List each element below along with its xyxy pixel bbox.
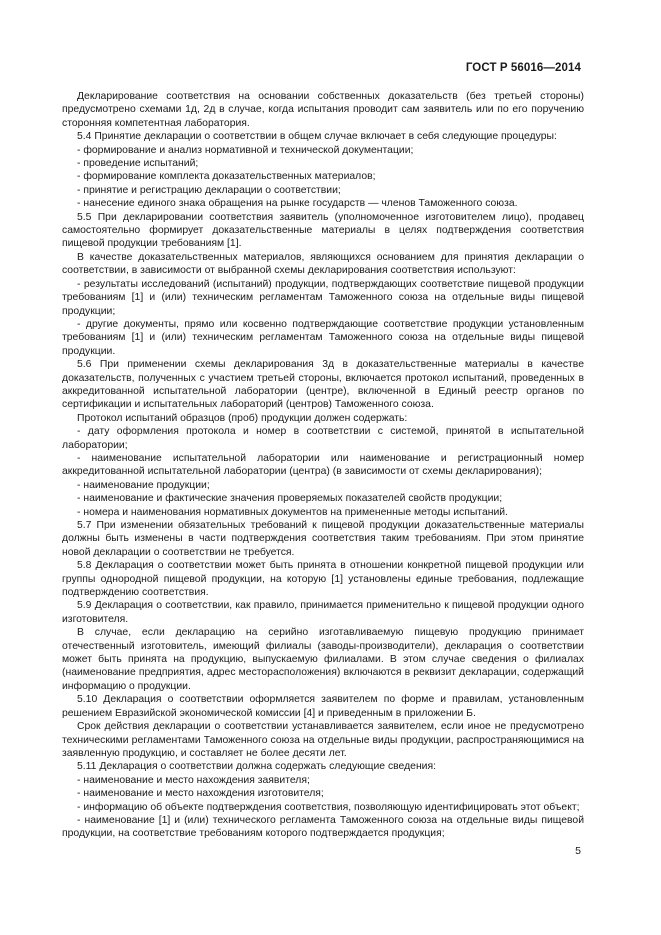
list-item: - принятие и регистрацию декларации о соответствии; <box>77 184 341 196</box>
paragraph: 5.7 При изменении обязательных требований к пищевой продукции доказательственные материалы должны быть изменены в части подтверждения соответствия таким требованиям. При этом принятие новой декларации о соответствии не требуется. <box>62 520 584 558</box>
paragraph: 5.5 При декларировании соответствия заявитель (уполномоченное изготовителем лицо), продавец самостоятельно формирует доказательственные материалы в целях подтверждения соответствия пищевой продукции требованиям [1]. <box>62 211 584 250</box>
list-item: - формирование и анализ нормативной и технической документации; <box>77 144 414 156</box>
document-code-header: ГОСТ Р 56016—2014 <box>465 62 581 74</box>
list-item: - проведение испытаний; <box>77 158 199 170</box>
document-body <box>62 90 584 841</box>
list-item: - наименование продукции; <box>77 479 210 491</box>
list-item: - наименование и место нахождения изготовителя; <box>77 788 324 800</box>
list-item: - наименование испытательной лаборатории или наименование и регистрационный номер аккредитованной испытательной лаборатории (центра) (в зависимости от схемы декларирования); <box>62 452 584 478</box>
list-item: - номера и наименования нормативных документов на примененные методы испытаний. <box>77 506 508 518</box>
paragraph: Срок действия декларации о соответствии устанавливается заявителем, если иное не предусмотрено техническими регламентами Таможенного союза на отдельные виды продукции, распространяющимися на заявленную продукцию, и составляет не более десяти лет. <box>62 721 584 759</box>
list-item: - другие документы, прямо или косвенно подтверждающие соответствие продукции установленным требованиям [1] и (или) техническим регламентам Таможенного союза на отдельные виды пищевой продукции. <box>62 318 584 357</box>
list-item: - наименование и место нахождения заявителя; <box>77 774 310 786</box>
paragraph: В качестве доказательственных материалов, являющихся основанием для принятия декларации о соответствии, в зависимости от выбранной схемы декларирования соответствия используют: <box>62 251 584 277</box>
list-item: - наименование и фактические значения проверяемых показателей свойств продукции; <box>77 493 503 505</box>
paragraph: 5.11 Декларация о соответствии должна содержать следующие сведения: <box>77 761 436 773</box>
list-item: - формирование комплекта доказательственных материалов; <box>77 171 376 183</box>
page-number: 5 <box>575 845 581 857</box>
paragraph: Декларирование соответствия на основании собственных доказательств (без третьей стороны) предусмотрено схемами 1д, 2д в случае, когда испытания проводит сам заявитель или по его поручению сторонняя компетентная лаборатория. <box>62 91 584 129</box>
list-item: - результаты исследований (испытаний) продукции, подтверждающих соответствие пищевой продукции требованиям [1] и (или) техническим регламентам Таможенного союза на отдельные виды пищевой продукции; <box>62 278 584 317</box>
paragraph: 5.8 Декларация о соответствии может быть принята в отношении конкретной пищевой продукции или группы однородной пищевой продукции, на которую [1] установлены единые требования, подлежащие подтверждению соответствия. <box>62 560 584 599</box>
paragraph: 5.4 Принятие декларации о соответствии в общем случае включает в себя следующие процедуры: <box>77 131 557 143</box>
list-item: - дату оформления протокола и номер в соответствии с системой, принятой в испытательной лаборатории; <box>62 426 584 451</box>
paragraph: В случае, если декларацию на серийно изготавливаемую пищевую продукцию принимает отечественный изготовитель, имеющий филиалы (заводы-производители), декларация о соответствии может быть принята на продукцию, выпускаемую филиалами. В этом случае сведения о филиалах (наименование предприятия, адрес месторасположения) включаются в реквизит декларации, содержащий информацию о продукции. <box>62 627 584 692</box>
paragraph: 5.9 Декларация о соответствии, как правило, принимается применительно к пищевой продукции одного изготовителя. <box>62 600 584 625</box>
list-item: - нанесение единого знака обращения на рынке государств — членов Таможенного союза. <box>77 198 518 210</box>
list-item: - наименование [1] и (или) технического регламента Таможенного союза на отдельные виды пищевой продукции, на соответствие требованиям которого подтверждается продукция; <box>62 814 584 840</box>
list-item: - информацию об объекте подтверждения соответствия, позволяющую идентифицировать этот объект; <box>77 801 580 813</box>
paragraph: Протокол испытаний образцов (проб) продукции должен содержать: <box>77 412 408 424</box>
paragraph: 5.10 Декларация о соответствии оформляется заявителем по форме и правилам, установленным решением Евразийской экономической комиссии [4] и приведенным в приложении Б. <box>62 694 584 719</box>
paragraph: 5.6 При применении схемы декларирования 3д в доказательственные материалы в качестве доказательств, полученных с участием третьей стороны, включается протокол испытаний, проведенных в аккредитованной испытательной лаборатории (центре), включенной в Единый реестр органов по сертификации и испытательных лабораторий (центров) Таможенного союза. <box>62 359 584 411</box>
